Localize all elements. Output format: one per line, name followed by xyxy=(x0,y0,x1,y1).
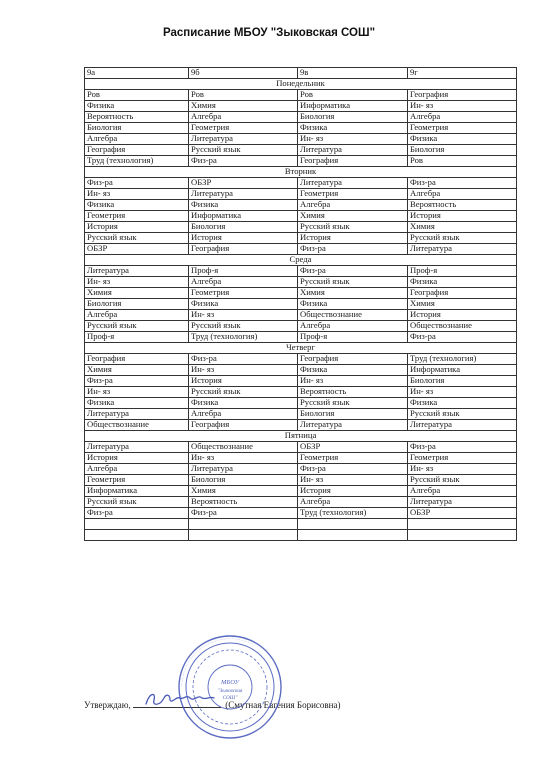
lesson-cell: История xyxy=(85,453,189,464)
schedule-table xyxy=(84,67,517,541)
lesson-cell: Проф-я xyxy=(298,332,408,343)
lesson-cell: Алгебра xyxy=(408,189,517,200)
lesson-cell: ОБЗР xyxy=(85,244,189,255)
class-header-cell: 9б xyxy=(189,68,298,79)
lesson-cell: Алгебра xyxy=(298,321,408,332)
empty-cell xyxy=(408,530,517,541)
lesson-cell: Русский язык xyxy=(298,398,408,409)
lesson-cell: Труд (технология) xyxy=(189,332,298,343)
lesson-cell: География xyxy=(298,156,408,167)
table-row xyxy=(85,101,517,112)
lesson-cell: История xyxy=(298,233,408,244)
lesson-cell: Вероятность xyxy=(189,497,298,508)
lesson-cell: Биология xyxy=(298,409,408,420)
lesson-cell: ОБЗР xyxy=(189,178,298,189)
lesson-cell: Литература xyxy=(408,420,517,431)
lesson-cell: ОБЗР xyxy=(298,442,408,453)
lesson-cell: Алгебра xyxy=(408,112,517,123)
lesson-cell: География xyxy=(189,244,298,255)
lesson-cell: Литература xyxy=(408,497,517,508)
empty-cell xyxy=(85,519,189,530)
lesson-cell: Информатика xyxy=(189,211,298,222)
lesson-cell: Ров xyxy=(189,90,298,101)
lesson-cell: Ин- яз xyxy=(298,475,408,486)
lesson-cell: Физика xyxy=(85,101,189,112)
lesson-cell: Проф-я xyxy=(408,266,517,277)
lesson-cell: Геометрия xyxy=(298,453,408,464)
lesson-cell: Физ-ра xyxy=(408,442,517,453)
lesson-cell: Физика xyxy=(298,299,408,310)
lesson-cell: Физика xyxy=(189,398,298,409)
lesson-cell: Информатика xyxy=(298,101,408,112)
lesson-cell: География xyxy=(408,90,517,101)
lesson-cell: Физ-ра xyxy=(189,354,298,365)
lesson-cell: Обществознание xyxy=(298,310,408,321)
table-row xyxy=(85,200,517,211)
table-row xyxy=(85,376,517,387)
lesson-cell: Физ-ра xyxy=(189,156,298,167)
table-row xyxy=(85,332,517,343)
lesson-cell: Ров xyxy=(408,156,517,167)
lesson-cell: Физика xyxy=(85,398,189,409)
lesson-cell: История xyxy=(189,376,298,387)
table-row xyxy=(85,497,517,508)
table-row xyxy=(85,508,517,519)
lesson-cell: Физ-ра xyxy=(298,244,408,255)
lesson-cell: История xyxy=(189,233,298,244)
lesson-cell: Алгебра xyxy=(408,486,517,497)
lesson-cell: География xyxy=(85,145,189,156)
lesson-cell: Химия xyxy=(85,365,189,376)
lesson-cell: Литература xyxy=(298,178,408,189)
lesson-cell: Физ-ра xyxy=(408,332,517,343)
lesson-cell: Проф-я xyxy=(189,266,298,277)
lesson-cell: Информатика xyxy=(408,365,517,376)
lesson-cell: Алгебра xyxy=(85,464,189,475)
lesson-cell: Биология xyxy=(189,222,298,233)
lesson-cell: Литература xyxy=(85,442,189,453)
table-row xyxy=(85,277,517,288)
lesson-cell: Проф-я xyxy=(85,332,189,343)
lesson-cell: Литература xyxy=(189,189,298,200)
lesson-cell: География xyxy=(408,288,517,299)
empty-cell xyxy=(408,519,517,530)
table-row xyxy=(85,398,517,409)
lesson-cell: Ин- яз xyxy=(189,453,298,464)
table-row xyxy=(85,365,517,376)
lesson-cell: Химия xyxy=(85,288,189,299)
lesson-cell: Русский язык xyxy=(408,475,517,486)
lesson-cell: Обществознание xyxy=(85,420,189,431)
lesson-cell: Геометрия xyxy=(85,211,189,222)
lesson-cell: Биология xyxy=(189,475,298,486)
table-row xyxy=(85,211,517,222)
lesson-cell: Химия xyxy=(298,288,408,299)
lesson-cell: Геометрия xyxy=(189,123,298,134)
class-header-cell: 9а xyxy=(85,68,189,79)
class-header-row xyxy=(85,68,517,79)
lesson-cell: Русский язык xyxy=(298,277,408,288)
lesson-cell: Труд (технология) xyxy=(85,156,189,167)
lesson-cell: Ин- яз xyxy=(85,277,189,288)
table-row xyxy=(85,189,517,200)
lesson-cell: Алгебра xyxy=(85,134,189,145)
lesson-cell: Биология xyxy=(85,299,189,310)
lesson-cell: Ин- яз xyxy=(408,101,517,112)
empty-row xyxy=(85,519,517,530)
lesson-cell: Физ-ра xyxy=(189,508,298,519)
day-header-row xyxy=(85,343,517,354)
lesson-cell: Физика xyxy=(189,299,298,310)
lesson-cell: Вероятность xyxy=(85,112,189,123)
table-row xyxy=(85,178,517,189)
day-name: Среда xyxy=(85,255,517,266)
empty-cell xyxy=(85,530,189,541)
lesson-cell: Ин- яз xyxy=(85,387,189,398)
lesson-cell: Химия xyxy=(298,211,408,222)
approver-name: (Смутная Евгения Борисовна) xyxy=(225,700,341,710)
lesson-cell: Ров xyxy=(85,90,189,101)
lesson-cell: История xyxy=(298,486,408,497)
lesson-cell: Биология xyxy=(298,112,408,123)
lesson-cell: Литература xyxy=(408,244,517,255)
table-row xyxy=(85,288,517,299)
table-row xyxy=(85,233,517,244)
lesson-cell: Ров xyxy=(298,90,408,101)
lesson-cell: Ин- яз xyxy=(408,464,517,475)
lesson-cell: Геометрия xyxy=(85,475,189,486)
lesson-cell: География xyxy=(189,420,298,431)
lesson-cell: Литература xyxy=(298,420,408,431)
lesson-cell: Физ-ра xyxy=(298,464,408,475)
class-header-cell: 9г xyxy=(408,68,517,79)
table-row xyxy=(85,145,517,156)
lesson-cell: Физика xyxy=(408,134,517,145)
lesson-cell: Физика xyxy=(189,200,298,211)
table-row xyxy=(85,409,517,420)
lesson-cell: Физика xyxy=(408,277,517,288)
lesson-cell: Геометрия xyxy=(408,453,517,464)
table-row xyxy=(85,123,517,134)
empty-cell xyxy=(189,519,298,530)
lesson-cell: Русский язык xyxy=(189,321,298,332)
approval-label: Утверждаю, xyxy=(84,700,131,710)
lesson-cell: Алгебра xyxy=(189,409,298,420)
lesson-cell: Физ-ра xyxy=(85,178,189,189)
lesson-cell: Физика xyxy=(298,365,408,376)
empty-cell xyxy=(298,530,408,541)
lesson-cell: Физика xyxy=(298,123,408,134)
lesson-cell: Русский язык xyxy=(85,321,189,332)
table-row xyxy=(85,464,517,475)
svg-text:МБОУ: МБОУ xyxy=(221,679,239,686)
lesson-cell: Ин- яз xyxy=(189,365,298,376)
lesson-cell: Биология xyxy=(408,145,517,156)
table-row xyxy=(85,90,517,101)
table-row xyxy=(85,453,517,464)
lesson-cell: Физ-ра xyxy=(85,508,189,519)
lesson-cell: Литература xyxy=(85,266,189,277)
lesson-cell: История xyxy=(408,211,517,222)
lesson-cell: Труд (технология) xyxy=(408,354,517,365)
lesson-cell: Ин- яз xyxy=(298,376,408,387)
lesson-cell: Физ-ра xyxy=(85,376,189,387)
lesson-cell: Алгебра xyxy=(189,112,298,123)
lesson-cell: Ин- яз xyxy=(189,310,298,321)
lesson-cell: Литература xyxy=(85,409,189,420)
lesson-cell: Физика xyxy=(408,398,517,409)
lesson-cell: Химия xyxy=(189,101,298,112)
lesson-cell: Химия xyxy=(408,299,517,310)
table-row xyxy=(85,134,517,145)
lesson-cell: Русский язык xyxy=(85,233,189,244)
lesson-cell: Ин- яз xyxy=(408,387,517,398)
lesson-cell: Обществознание xyxy=(189,442,298,453)
lesson-cell: Русский язык xyxy=(298,222,408,233)
table-row xyxy=(85,266,517,277)
lesson-cell: Русский язык xyxy=(408,233,517,244)
lesson-cell: Литература xyxy=(189,464,298,475)
table-row xyxy=(85,354,517,365)
class-header-cell: 9в xyxy=(298,68,408,79)
svg-text:СОШ": СОШ" xyxy=(222,695,238,701)
lesson-cell: Ин- яз xyxy=(298,134,408,145)
day-header-row xyxy=(85,255,517,266)
lesson-cell: Физ-ра xyxy=(298,266,408,277)
lesson-cell: Биология xyxy=(408,376,517,387)
lesson-cell: Химия xyxy=(408,222,517,233)
lesson-cell: Русский язык xyxy=(85,497,189,508)
day-name: Пятница xyxy=(85,431,517,442)
table-row xyxy=(85,310,517,321)
table-row xyxy=(85,299,517,310)
lesson-cell: История xyxy=(85,222,189,233)
svg-text:······························: ································································· xyxy=(178,635,255,688)
table-row xyxy=(85,244,517,255)
lesson-cell: Русский язык xyxy=(189,145,298,156)
lesson-cell: Литература xyxy=(298,145,408,156)
lesson-cell: Русский язык xyxy=(189,387,298,398)
table-row xyxy=(85,475,517,486)
table-row xyxy=(85,387,517,398)
day-header-row xyxy=(85,79,517,90)
lesson-cell: Русский язык xyxy=(408,409,517,420)
day-header-row xyxy=(85,167,517,178)
lesson-cell: Химия xyxy=(189,486,298,497)
lesson-cell: Физ-ра xyxy=(408,178,517,189)
day-name: Понедельник xyxy=(85,79,517,90)
table-row xyxy=(85,486,517,497)
lesson-cell: Вероятность xyxy=(298,387,408,398)
lesson-cell: Алгебра xyxy=(85,310,189,321)
empty-cell xyxy=(298,519,408,530)
lesson-cell: Литература xyxy=(189,134,298,145)
lesson-cell: География xyxy=(85,354,189,365)
empty-cell xyxy=(189,530,298,541)
lesson-cell: Алгебра xyxy=(298,200,408,211)
document-title: Расписание МБОУ "Зыковская СОШ" xyxy=(162,27,376,39)
svg-text:"Зыковская: "Зыковская xyxy=(217,688,243,694)
lesson-cell: Вероятность xyxy=(408,200,517,211)
lesson-cell: ОБЗР xyxy=(408,508,517,519)
day-name: Четверг xyxy=(85,343,517,354)
lesson-cell: Геометрия xyxy=(298,189,408,200)
table-row xyxy=(85,420,517,431)
day-name: Вторник xyxy=(85,167,517,178)
lesson-cell: Алгебра xyxy=(298,497,408,508)
lesson-cell: Труд (технология) xyxy=(298,508,408,519)
lesson-cell: Геометрия xyxy=(408,123,517,134)
lesson-cell: Информатика xyxy=(85,486,189,497)
lesson-cell: История xyxy=(408,310,517,321)
table-row xyxy=(85,442,517,453)
lesson-cell: Физика xyxy=(85,200,189,211)
lesson-cell: Геометрия xyxy=(189,288,298,299)
lesson-cell: Обществознание xyxy=(408,321,517,332)
table-row xyxy=(85,222,517,233)
table-row xyxy=(85,156,517,167)
day-header-row xyxy=(85,431,517,442)
empty-row xyxy=(85,530,517,541)
table-row xyxy=(85,112,517,123)
lesson-cell: География xyxy=(298,354,408,365)
lesson-cell: Ин- яз xyxy=(85,189,189,200)
lesson-cell: Алгебра xyxy=(189,277,298,288)
official-stamp-icon xyxy=(176,633,284,741)
table-row xyxy=(85,321,517,332)
lesson-cell: Биология xyxy=(85,123,189,134)
